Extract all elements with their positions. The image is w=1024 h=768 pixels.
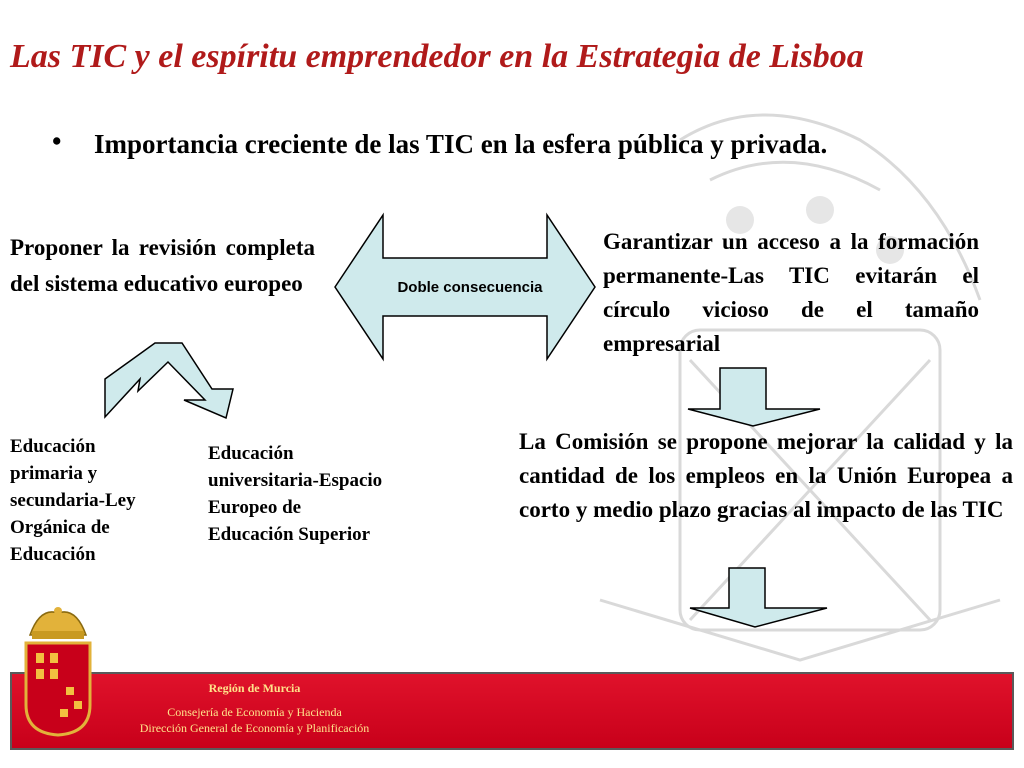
footer-band — [10, 672, 1014, 750]
bullet-text: Importancia creciente de las TIC en la esfera pública y privada. — [94, 129, 828, 159]
commission-text: La Comisión se propone mejorar la calidad y la cantidad de los empleos en la Unión Europea a corto y medio plazo gracias al impacto de las TIC — [519, 429, 1013, 522]
right-text-block: Garantizar un acceso a la formación permanente-Las TIC evitarán el círculo vicioso de el tamaño empresarial — [603, 229, 979, 356]
footer-department: Consejería de Economía y Hacienda — [167, 705, 342, 719]
primary-education-text: Educación primaria y secundaria-Ley Orgánica de Educación — [10, 436, 136, 565]
left-text-block: Proponer la revisión completa del sistema educativo europeo — [10, 235, 315, 296]
footer-region: Región de Murcia — [208, 681, 301, 695]
slide-title: Las TIC y el espíritu emprendedor en la Estrategia de Lisboa — [10, 38, 864, 75]
footer-directorate: Dirección General de Economía y Planificación — [139, 721, 370, 735]
bullet-dot: • — [52, 126, 62, 156]
double-arrow-label: Doble consecuencia — [397, 279, 543, 296]
coat-of-arms-logo — [20, 605, 96, 737]
university-education-text: Educación universitaria-Espacio Europeo de Educación Superior — [208, 443, 383, 545]
